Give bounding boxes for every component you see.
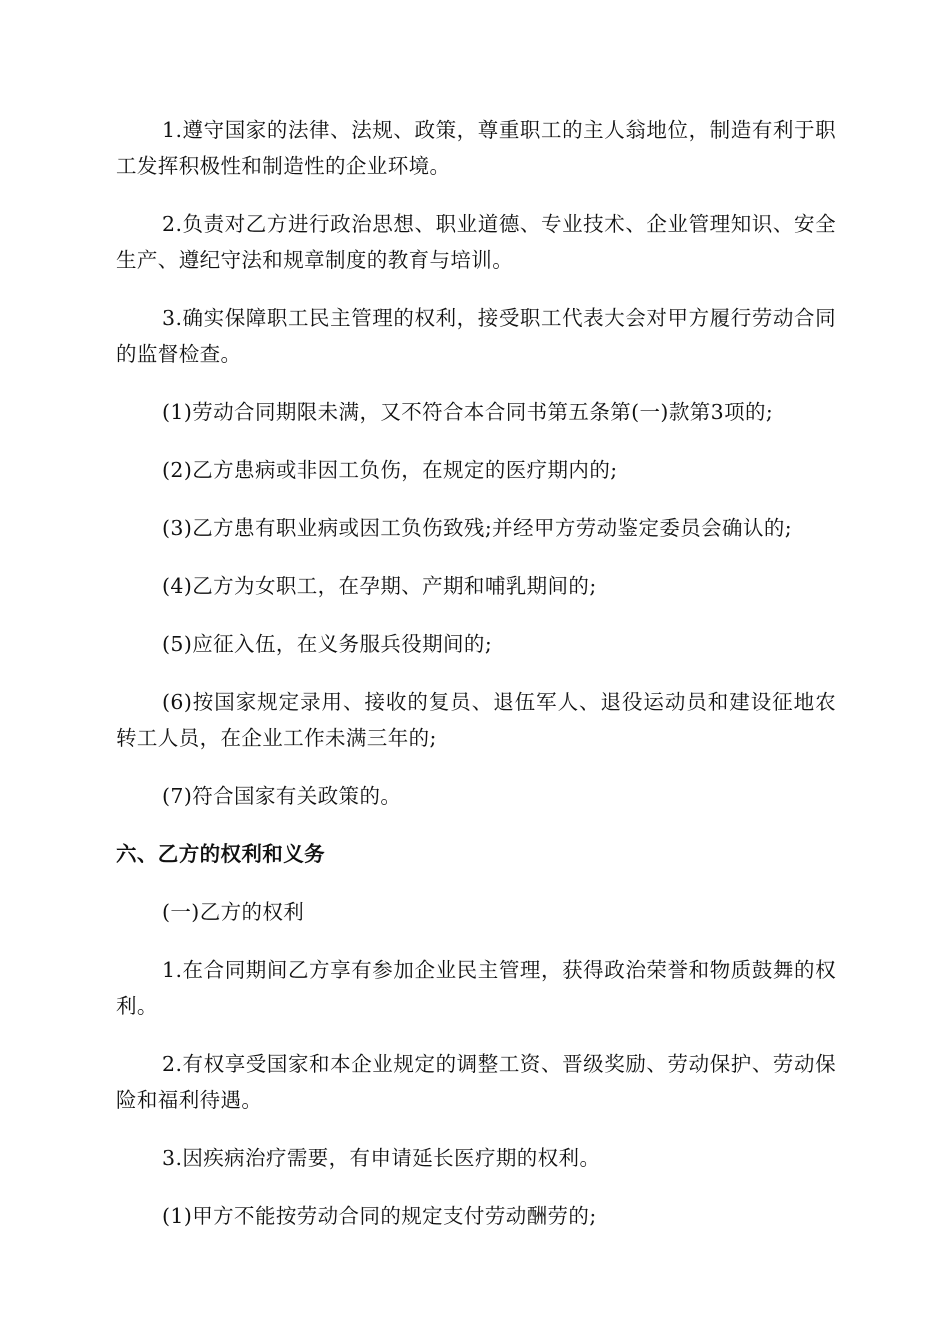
- paragraph: 1.遵守国家的法律、法规、政策，尊重职工的主人翁地位，制造有利于职工发挥积极性和制造性的企业环境。: [116, 118, 836, 178]
- list-item: (2)乙方患病或非因工负伤，在规定的医疗期内的;: [162, 458, 618, 482]
- paragraph: 2.负责对乙方进行政治思想、职业道德、专业技术、企业管理知识、安全生产、遵纪守法和规章制度的教育与培训。: [116, 212, 836, 272]
- list-item: (6)按国家规定录用、接收的复员、退伍军人、退役运动员和建设征地农转工人员，在企业工作未满三年的;: [116, 690, 836, 750]
- list-item: (3)乙方患有职业病或因工负伤致残;并经甲方劳动鉴定委员会确认的;: [162, 516, 793, 540]
- section-heading: 六、乙方的权利和义务: [116, 842, 325, 866]
- list-item: (1)劳动合同期限未满，又不符合本合同书第五条第(一)款第3项的;: [162, 400, 774, 424]
- paragraph: 1.在合同期间乙方享有参加企业民主管理，获得政治荣誉和物质鼓舞的权利。: [116, 958, 836, 1018]
- paragraph: 3.因疾病治疗需要，有申请延长医疗期的权利。: [162, 1146, 601, 1170]
- list-item: (7)符合国家有关政策的。: [162, 784, 402, 808]
- paragraph: 2.有权享受国家和本企业规定的调整工资、晋级奖励、劳动保护、劳动保险和福利待遇。: [116, 1052, 836, 1112]
- list-item: (5)应征入伍，在义务服兵役期间的;: [162, 632, 493, 656]
- list-item: (4)乙方为女职工，在孕期、产期和哺乳期间的;: [162, 574, 597, 598]
- document-page: [116, 112, 836, 1256]
- paragraph: 3.确实保障职工民主管理的权利，接受职工代表大会对甲方履行劳动合同的监督检查。: [116, 306, 836, 366]
- list-item: (1)甲方不能按劳动合同的规定支付劳动酬劳的;: [162, 1204, 597, 1228]
- subsection-title: (一)乙方的权利: [162, 900, 305, 924]
